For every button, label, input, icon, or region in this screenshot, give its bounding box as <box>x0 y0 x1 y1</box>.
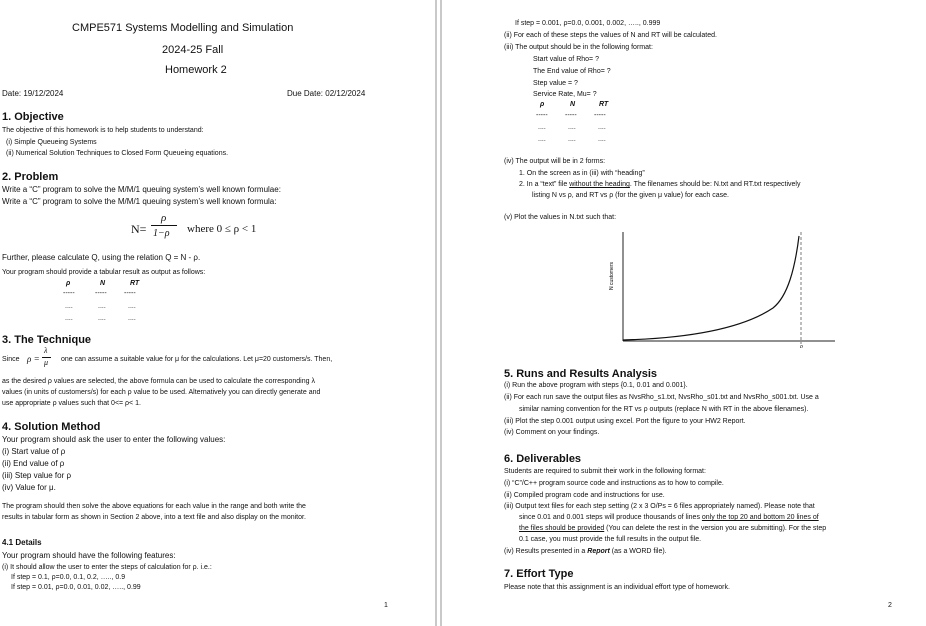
dots: .... <box>598 136 606 143</box>
format-line: Service Rate, Mu= ? <box>533 91 597 98</box>
page-number: 1 <box>384 602 388 609</box>
dots: .... <box>98 315 106 322</box>
deliverables-ii: (ii) Compiled program code and instructions for use. <box>504 492 665 499</box>
solution-item: (i) Start value of ρ <box>2 447 66 456</box>
dots: .... <box>568 124 576 131</box>
details-step1: If step = 0.1, ρ=0.0, 0.1, 0.2, ….., 0.9 <box>11 574 126 581</box>
form1: 1. On the screen as in (iii) with “heading” <box>519 170 645 177</box>
assignment-title: Homework 2 <box>165 64 227 76</box>
runs-i: (i) Run the above program with steps {0.1, 0.01 and 0.001}. <box>504 382 688 389</box>
deliverables-intro: Students are required to submit their work in the following format: <box>504 468 706 475</box>
effort-heading: 7. Effort Type <box>504 568 574 580</box>
dash: ----- <box>124 290 136 297</box>
format-line: Start value of Rho= ? <box>533 56 599 63</box>
dash: ----- <box>95 290 107 297</box>
step3: If step = 0.001, ρ=0.0, 0.001, 0.002, ….., 0.999 <box>515 20 661 27</box>
term: 2024-25 Fall <box>162 44 224 56</box>
solution-item: (iii) Step value for ρ <box>2 471 72 480</box>
plot-y-label: N customers <box>609 261 615 291</box>
dash: ----- <box>63 290 75 297</box>
formula-denominator: 1−ρ <box>153 228 170 239</box>
page-2 <box>443 0 926 626</box>
solution-intro: Your program should ask the user to enter the following values: <box>2 435 226 444</box>
col-rho: ρ <box>540 101 545 108</box>
effort-text: Please note that this assignment is an individual effort type of homework. <box>504 584 730 591</box>
runs-iv: (iv) Comment on your findings. <box>504 429 600 436</box>
plot-x-label: ρ <box>800 344 803 348</box>
due-date: Due Date: 02/12/2024 <box>287 89 366 98</box>
dash: ----- <box>565 112 577 119</box>
objective-heading: 1. Objective <box>2 111 64 123</box>
objective-item: (i) Simple Queueing Systems <box>6 139 97 146</box>
formula-condition: where 0 ≤ ρ < 1 <box>187 223 257 235</box>
technique-heading: 3. The Technique <box>2 334 92 346</box>
col-rt: RT <box>599 101 609 108</box>
dots: .... <box>568 136 576 143</box>
dots: .... <box>538 124 546 131</box>
dots: .... <box>538 136 546 143</box>
solution-item: (ii) End value of ρ <box>2 459 65 468</box>
details-heading: 4.1 Details <box>2 538 42 547</box>
formula-numerator: ρ <box>161 212 167 224</box>
format-line: Step value = ? <box>533 80 578 87</box>
col-rt: RT <box>130 280 140 287</box>
runs-iii: (iii) Plot the step 0.001 output using excel. Port the figure to your HW2 Report. <box>504 418 746 425</box>
dash: ----- <box>594 112 606 119</box>
item3: (iii) The output should be in the following format: <box>504 44 653 51</box>
item5: (v) Plot the values in N.txt such that: <box>504 214 617 221</box>
item4: (iv) The output will be in 2 forms: <box>504 158 606 165</box>
dots: .... <box>598 124 606 131</box>
deliverables-heading: 6. Deliverables <box>504 453 582 465</box>
date: Date: 19/12/2024 <box>2 89 64 98</box>
form2-line2: listing N vs ρ, and RT vs ρ (for the given μ value) for each case. <box>532 192 729 199</box>
runs-ii: (ii) For each run save the output files as NvsRho_s1.txt, NvsRho_s01.txt and NvsRho_s001.txt. Use a <box>504 394 819 401</box>
problem-line2: Write a “C” program to solve the M/M/1 queuing system’s well known formula: <box>2 197 277 206</box>
form2-line1: 2. In a “text” file without the heading. The filenames should be: N.txt and RT.txt respectively <box>519 181 801 188</box>
rho-equals: ρ = <box>27 354 40 364</box>
problem-line1: Write a “C” program to solve the M/M/1 queuing system’s well known formulae: <box>2 185 281 194</box>
col-rho: ρ <box>66 280 71 287</box>
page-1 <box>0 0 432 626</box>
course-title: CMPE571 Systems Modelling and Simulation <box>72 22 294 34</box>
page-divider <box>435 0 437 626</box>
solution-item: (iv) Value for μ. <box>2 483 56 492</box>
deliverables-i: (i) “C”/C++ program source code and instructions as to how to compile. <box>504 480 724 487</box>
technique-line3: values (in units of customers/s) for each ρ value to be used. Alternatively you can directly generate and <box>2 389 321 396</box>
lambda: λ <box>44 346 48 355</box>
details-item1: (i) It should allow the user to enter the steps of calculation for ρ. i.e.: <box>2 564 212 571</box>
formula-lhs: N= <box>131 222 147 236</box>
deliverables-iii-cont: the files should be provided (You can delete the rest in the version you are submitting). For the step <box>519 525 827 532</box>
problem-heading: 2. Problem <box>2 171 59 183</box>
further-text: Further, please calculate Q, using the relation Q = N - ρ. <box>2 253 201 262</box>
fraction-bar <box>151 225 177 226</box>
format-line: The End value of Rho= ? <box>533 68 611 75</box>
dots: .... <box>128 303 136 310</box>
objective-intro: The objective of this homework is to help students to understand: <box>2 127 204 134</box>
details-step2: If step = 0.01, ρ=0.0, 0.01, 0.02, ….., 0.99 <box>11 584 141 591</box>
solution-para2: results in tabular form as shown in Section 2 above, into a text file and also display on the monitor. <box>2 514 306 521</box>
solution-para1: The program should then solve the above equations for each value in the range and both write the <box>2 503 306 510</box>
technique-line4: use appropriate ρ values such that 0<= ρ< 1. <box>2 400 141 407</box>
runs-heading: 5. Runs and Results Analysis <box>504 368 658 380</box>
technique-line2: as the desired ρ values are selected, the above formula can be used to calculate the corresponding λ <box>2 378 315 385</box>
deliverables-iii: (iii) Output text files for each step setting (2 x 3 O/Ps = 6 files appropriately named). Please note that <box>504 503 815 510</box>
tabular-text: Your program should provide a tabular result as output as follows: <box>2 269 206 276</box>
dots: .... <box>65 315 73 322</box>
solution-heading: 4. Solution Method <box>2 421 101 433</box>
details-intro: Your program should have the following features: <box>2 551 176 560</box>
n-vs-rho-plot <box>603 228 835 348</box>
dots: .... <box>65 303 73 310</box>
col-n: N <box>570 101 576 108</box>
deliverables-iii-cont: since 0.01 and 0.001 steps will produce thousands of lines only the top 20 and bottom 20 lines of <box>519 514 819 521</box>
n-curve <box>623 236 799 340</box>
mu: μ <box>44 358 49 367</box>
dots: .... <box>128 315 136 322</box>
runs-ii-cont: similar naming convention for the RT vs ρ outputs (replace N with RT in the above filenames). <box>519 406 809 413</box>
dots: .... <box>98 303 106 310</box>
technique-line1: one can assume a suitable value for μ for the calculations. Let μ=20 customers/s. Then, <box>61 356 333 363</box>
item2: (ii) For each of these steps the values of N and RT will be calculated. <box>504 32 717 39</box>
deliverables-iv: (iv) Results presented in a Report (as a WORD file). <box>504 548 667 555</box>
page-divider <box>440 0 442 626</box>
objective-item: (ii) Numerical Solution Techniques to Closed Form Queueing equations. <box>6 150 229 157</box>
since-text: Since <box>2 356 20 363</box>
dash: ----- <box>536 112 548 119</box>
deliverables-iii-cont: 0.1 case, you must provide the full results in the output file. <box>519 536 702 543</box>
col-n: N <box>100 280 106 287</box>
page-number: 2 <box>888 602 892 609</box>
